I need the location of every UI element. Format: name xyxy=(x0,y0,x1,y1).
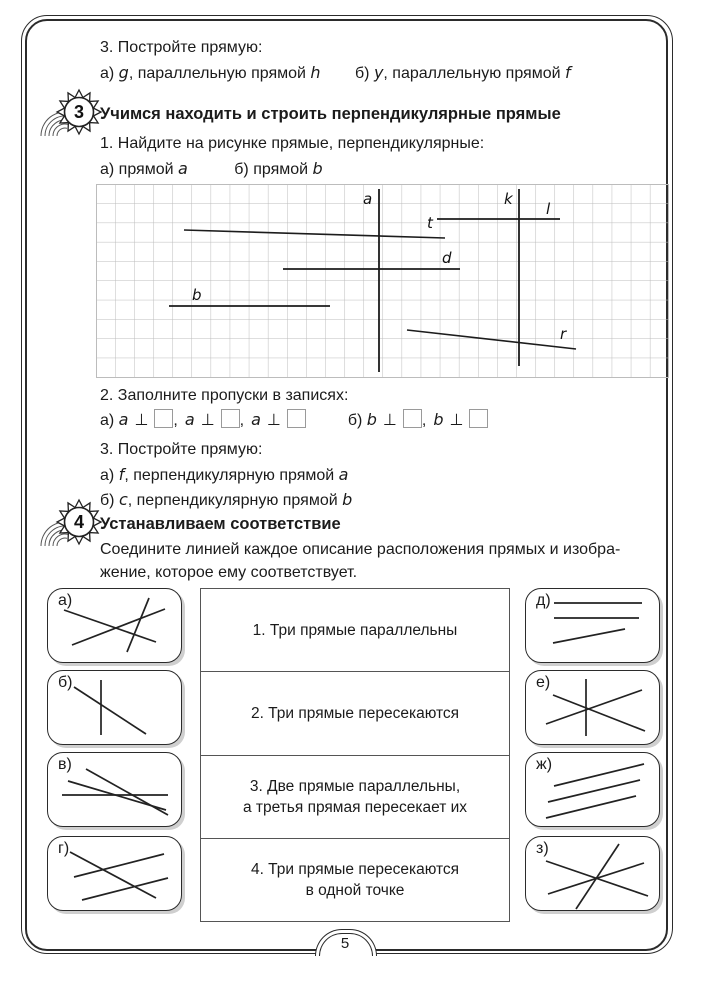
fill-task-line: а) a ⊥ , a ⊥ , a ⊥ б) b ⊥ , b ⊥ xyxy=(100,409,488,431)
figure-option-b: б) xyxy=(47,670,182,745)
badge-number: 4 xyxy=(73,512,85,532)
label-l: l xyxy=(546,200,551,218)
item-a: а) g, параллельную прямой h xyxy=(100,63,321,82)
answer-box xyxy=(154,409,173,428)
label-a: a xyxy=(363,190,373,208)
find-task-items xyxy=(100,158,323,180)
item-b: б) прямой b xyxy=(234,159,323,178)
figure-option-a: а) xyxy=(47,588,182,663)
grid-figure xyxy=(96,184,669,379)
section4-title: Устанавливаем соответствие xyxy=(100,515,341,533)
label-b: b xyxy=(192,286,202,304)
section3-title: Учимся находить и строить перпендикулярные прямые xyxy=(100,105,561,123)
item-b: б) y, параллельную прямой f xyxy=(355,63,571,82)
item-a: а) прямой a xyxy=(100,159,188,178)
fill-task-heading: 2. Заполните пропуски в записях: xyxy=(100,387,349,404)
instruction-line1: Соедините линией каждое описание расположения прямых и изобра- xyxy=(100,541,621,558)
answer-box xyxy=(403,409,422,428)
description-row-1: 1. Три прямые параллельны xyxy=(252,621,458,639)
find-task-heading: 1. Найдите на рисунке прямые, перпендикулярные: xyxy=(100,135,485,152)
answer-box xyxy=(469,409,488,428)
figure-option-v: в) xyxy=(47,752,182,827)
descriptions-table xyxy=(200,588,510,922)
label-k: k xyxy=(504,190,513,208)
label-r: r xyxy=(560,325,567,343)
figure-option-g: г) xyxy=(47,836,182,911)
build-item-a: а) f, перпендикулярную прямой a xyxy=(100,465,349,484)
task-heading: 3. Постройте прямую: xyxy=(100,39,263,56)
description-row-2: 2. Три прямые пересекаются xyxy=(201,671,509,754)
page-number: 5 xyxy=(340,935,350,952)
instruction-line2: жение, которое ему соответствует. xyxy=(100,564,358,581)
sun-badge-icon xyxy=(37,86,103,144)
badge-number: 3 xyxy=(73,102,85,122)
figure-option-z: з) xyxy=(525,836,660,911)
description-row-4: 4. Три прямые пересекаются в одной точке xyxy=(201,838,509,921)
label-t: t xyxy=(427,214,433,232)
build-task-heading: 3. Постройте прямую: xyxy=(100,441,263,458)
label-d: d xyxy=(442,249,452,267)
figure-option-zh: ж) xyxy=(525,752,660,827)
task-items xyxy=(100,62,571,84)
figure-option-d: д) xyxy=(525,588,660,663)
sun-badge-icon xyxy=(37,496,103,554)
answer-box xyxy=(287,409,306,428)
build-item-b: б) c, перпендикулярную прямой b xyxy=(100,490,353,509)
description-row-3: 3. Две прямые параллельны, а третья прямая пересекает их xyxy=(201,755,509,838)
answer-box xyxy=(221,409,240,428)
figure-option-e: е) xyxy=(525,670,660,745)
